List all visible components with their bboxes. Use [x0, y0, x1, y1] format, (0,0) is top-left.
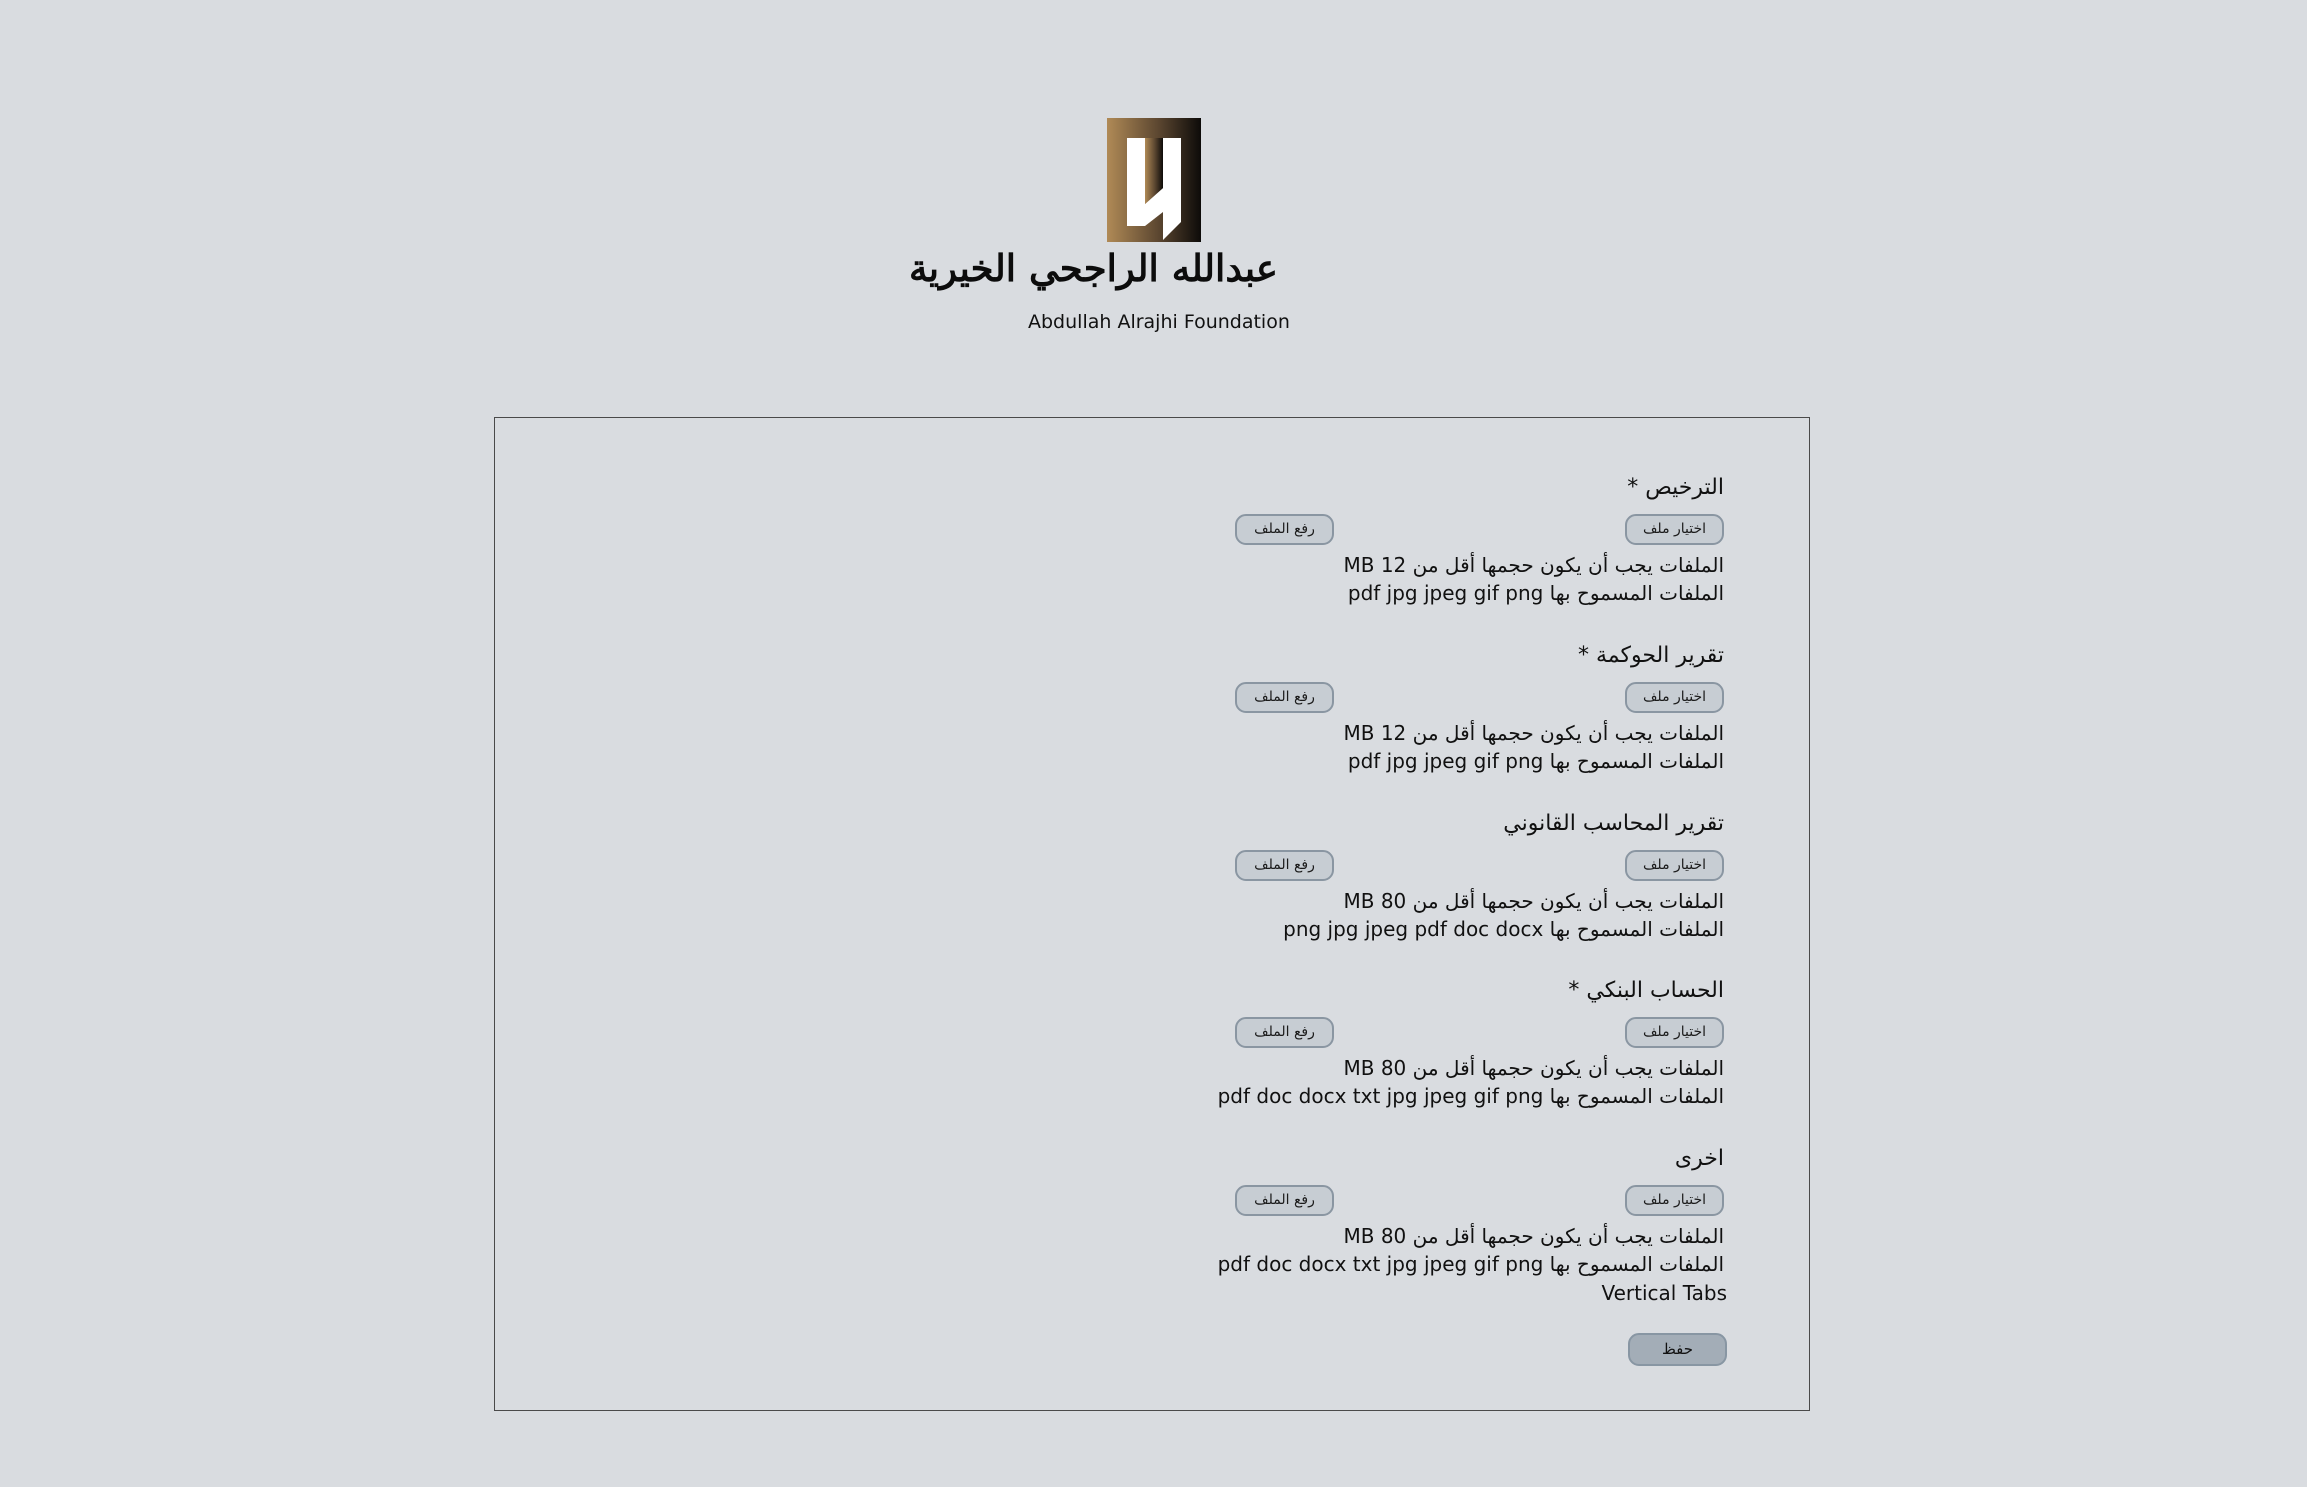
section-title: الترخيص *: [1627, 475, 1724, 500]
section-title: الحساب البنكي *: [1568, 978, 1724, 1003]
save-button[interactable]: حفظ: [1628, 1333, 1727, 1366]
logo-arabic-name: عبدالله الراجحي الخيرية: [908, 246, 1278, 290]
file-size-note: الملفات يجب أن يكون حجمها أقل من 12 MB: [1343, 721, 1724, 745]
choose-file-button[interactable]: اختيار ملف: [1625, 1017, 1724, 1048]
file-size-note: الملفات يجب أن يكون حجمها أقل من 80 MB: [1343, 1056, 1724, 1080]
upload-section-auditor-report: [1235, 809, 1724, 959]
upload-file-button[interactable]: رفع الملف: [1235, 682, 1334, 713]
choose-file-button[interactable]: اختيار ملف: [1625, 682, 1724, 713]
logo-english-name: Abdullah Alrajhi Foundation: [1028, 311, 1290, 333]
choose-file-button[interactable]: اختيار ملف: [1625, 850, 1724, 881]
allowed-types-note: الملفات المسموح بها pdf doc docx txt jpg jpeg gif png: [1217, 1084, 1724, 1108]
foundation-logo-mark-icon: [1107, 118, 1201, 242]
file-size-note: الملفات يجب أن يكون حجمها أقل من 12 MB: [1343, 553, 1724, 577]
choose-file-button[interactable]: اختيار ملف: [1625, 1185, 1724, 1216]
allowed-types-note: الملفات المسموح بها pdf jpg jpeg gif png: [1347, 581, 1724, 605]
file-size-note: الملفات يجب أن يكون حجمها أقل من 80 MB: [1343, 1224, 1724, 1248]
document-upload-form: [494, 417, 1810, 1411]
upload-file-button[interactable]: رفع الملف: [1235, 1017, 1334, 1048]
upload-section-governance-report: [1235, 641, 1724, 791]
foundation-logo: [908, 118, 1290, 340]
section-title: تقرير المحاسب القانوني: [1503, 811, 1724, 836]
allowed-types-note: الملفات المسموح بها png jpg jpeg pdf doc docx: [1283, 917, 1724, 941]
upload-section-bank-account: [1217, 976, 1724, 1126]
allowed-types-note: الملفات المسموح بها pdf jpg jpeg gif png: [1347, 749, 1724, 773]
section-title: اخرى: [1674, 1146, 1724, 1171]
vertical-tabs-label: Vertical Tabs: [1601, 1281, 1727, 1305]
upload-section-other: [1217, 1144, 1724, 1294]
allowed-types-note: الملفات المسموح بها pdf doc docx txt jpg jpeg gif png: [1217, 1252, 1724, 1276]
upload-section-license: [1235, 473, 1724, 623]
section-title: تقرير الحوكمة *: [1577, 643, 1724, 668]
upload-file-button[interactable]: رفع الملف: [1235, 850, 1334, 881]
upload-file-button[interactable]: رفع الملف: [1235, 1185, 1334, 1216]
upload-file-button[interactable]: رفع الملف: [1235, 514, 1334, 545]
file-size-note: الملفات يجب أن يكون حجمها أقل من 80 MB: [1343, 889, 1724, 913]
choose-file-button[interactable]: اختيار ملف: [1625, 514, 1724, 545]
